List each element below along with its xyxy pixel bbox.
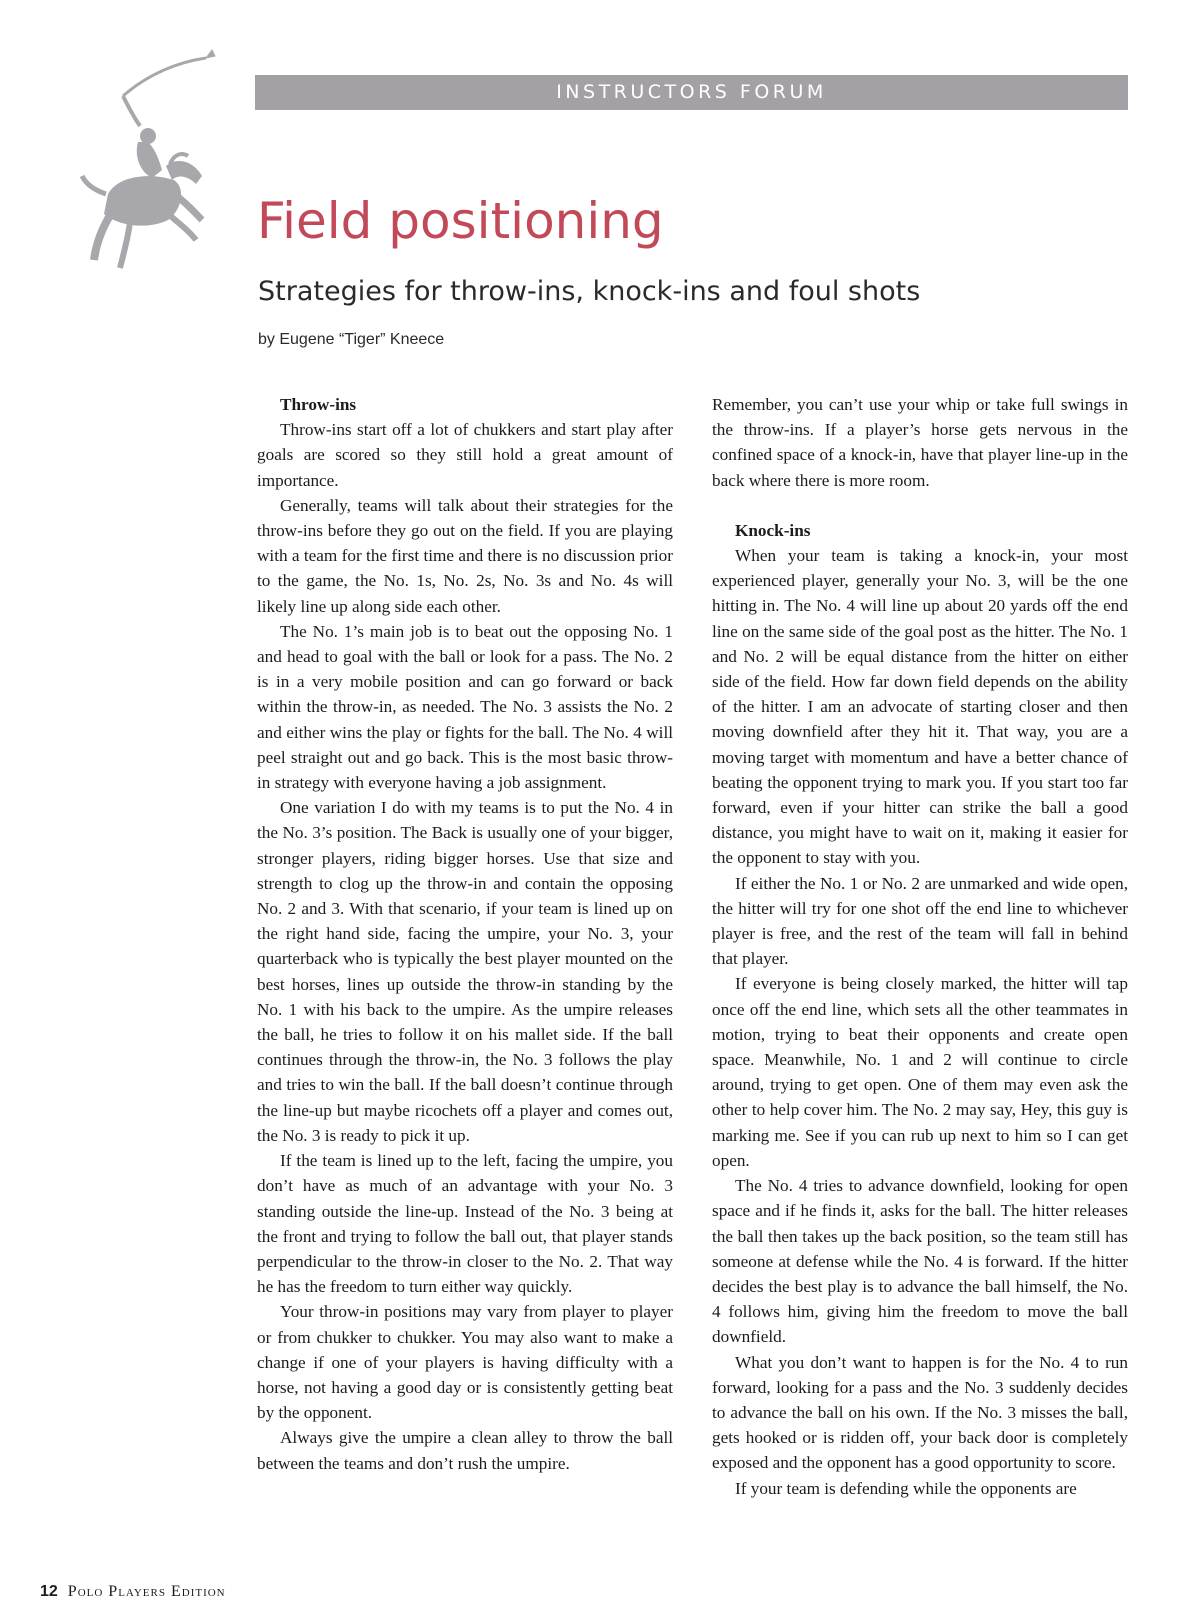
paragraph: Throw-ins start off a lot of chukkers and start play after goals are scored so they still hold a great amount of importance. [257, 420, 673, 490]
article-title: Field positioning [257, 192, 664, 250]
paragraph: If either the No. 1 or No. 2 are unmarked and wide open, the hitter will try for one shot off the end line to whichever player is free, and the rest of the team will fall in behind that player. [712, 873, 1128, 969]
paragraph: What you don’t want to happen is for the No. 4 to run forward, looking for a pass and the No. 3 suddenly decides to advance the ball on his own. If the No. 3 misses the ball, gets hooked or is ridden off, your back door is completely exposed and the opponent has a good opportunity to score. [712, 1352, 1128, 1473]
paragraph: One variation I do with my teams is to put the No. 4 in the No. 3’s position. The Back is usually one of your bigger, stronger players, riding bigger horses. Use that size and strength to clog up the throw-in and contain the opposing No. 2 and 3. With that scenario, if your team is lined up on the right hand side, facing the umpire, your No. 3, your quarterback who is typically the best player mounted on the best horses, lines up outside the throw-in standing by the No. 1 with his back to the umpire. As the umpire releases the ball, he tries to follow it on his mallet side. If the ball continues through the throw-in, the No. 3 follows the play and tries to win the ball. If the ball doesn’t continue through the line-up but maybe ricochets off a player and comes out, the No. 3 is ready to pick it up. [257, 798, 673, 1145]
section-label: INSTRUCTORS FORUM [556, 81, 827, 103]
article-column-right [712, 392, 1128, 1501]
publication-name: Polo Players Edition [67, 1583, 226, 1600]
paragraph: The No. 4 tries to advance downfield, looking for open space and if he finds it, asks for the ball. The hitter releases the ball then takes up the back position, so the team still has someone at defense while the No. 4 is forward. If the hitter decides the best play is to advance the ball himself, the No. 4 follows him, giving him the freedom to move the ball downfield. [712, 1176, 1128, 1347]
paragraph: When your team is taking a knock-in, your most experienced player, generally your No. 3, will be the one hitting in. The No. 4 will line up about 20 yards off the end line on the same side of the goal post as the hitter. The No. 1 and No. 2 will be equal distance from the hitter on either side of the field. How far down field depends on the ability of the hitter. I am an advocate of starting closer and then moving downfield after they hit it. That way, you are a moving target with momentum and have a better chance of beating the opponent trying to mark you. If you start too far forward, even if your hitter can strike the ball a good distance, you might have to wait on it, making it easier for the opponent to stay with you. [712, 546, 1128, 868]
article-column-left [257, 392, 673, 1476]
paragraph: Always give the umpire a clean alley to throw the ball between the teams and don’t rush the umpire. [257, 1428, 673, 1473]
paragraph-continued: Remember, you can’t use your whip or take full swings in the throw-ins. If a player’s horse gets nervous in the confined space of a knock-in, have that player line-up in the back where there is more room. [712, 395, 1128, 490]
paragraph: Generally, teams will talk about their strategies for the throw-ins before they go out on the field. If you are playing with a team for the first time and there is no discussion prior to the game, the No. 1s, No. 2s, No. 3s and No. 4s will likely line up along side each other. [257, 495, 673, 616]
paragraph: Your throw-in positions may vary from player to player or from chukker to chukker. You may also want to make a change if one of your players is having difficulty with a horse, not having a good day or is consistently getting beat by the opponent. [257, 1302, 673, 1423]
paragraph: If your team is defending while the opponents are [735, 1478, 1077, 1498]
section-header-bar [255, 75, 1128, 110]
page-footer [40, 1583, 226, 1601]
paragraph-spacer [712, 493, 1128, 518]
paragraph: If the team is lined up to the left, facing the umpire, you don’t have as much of an advantage with your No. 3 standing outside the line-up. Instead of the No. 3 being at the front and trying to follow the ball out, that player stands perpendicular to the throw-in closer to the No. 2. That way he has the freedom to turn either way quickly. [257, 1151, 673, 1297]
paragraph: The No. 1’s main job is to beat out the opposing No. 1 and head to goal with the ball or look for a pass. The No. 2 is in a very mobile position and can go forward or back within the throw-in, as needed. The No. 3 assists the No. 2 and either wins the play or fights for the ball. The No. 4 will peel straight out and go back. This is the most basic throw-in strategy with everyone having a job assignment. [257, 621, 673, 793]
page-number: 12 [40, 1583, 58, 1600]
article-byline: by Eugene “Tiger” Kneece [258, 331, 445, 348]
paragraph: If everyone is being closely marked, the hitter will tap once off the end line, which sets all the other teammates in motion, trying to beat their opponents and create open space. Meanwhile, No. 1 and 2 will continue to circle around, trying to get open. One of them may even ask the other to help cover him. The No. 2 may say, Hey, this guy is marking me. See if you can rub up next to him so I can get open. [712, 974, 1128, 1170]
section-heading-knock-ins: Knock-ins [735, 520, 811, 540]
polo-player-silhouette-icon [78, 44, 228, 274]
article-subtitle: Strategies for throw-ins, knock-ins and foul shots [258, 276, 921, 307]
section-heading-throw-ins: Throw-ins [280, 395, 357, 414]
